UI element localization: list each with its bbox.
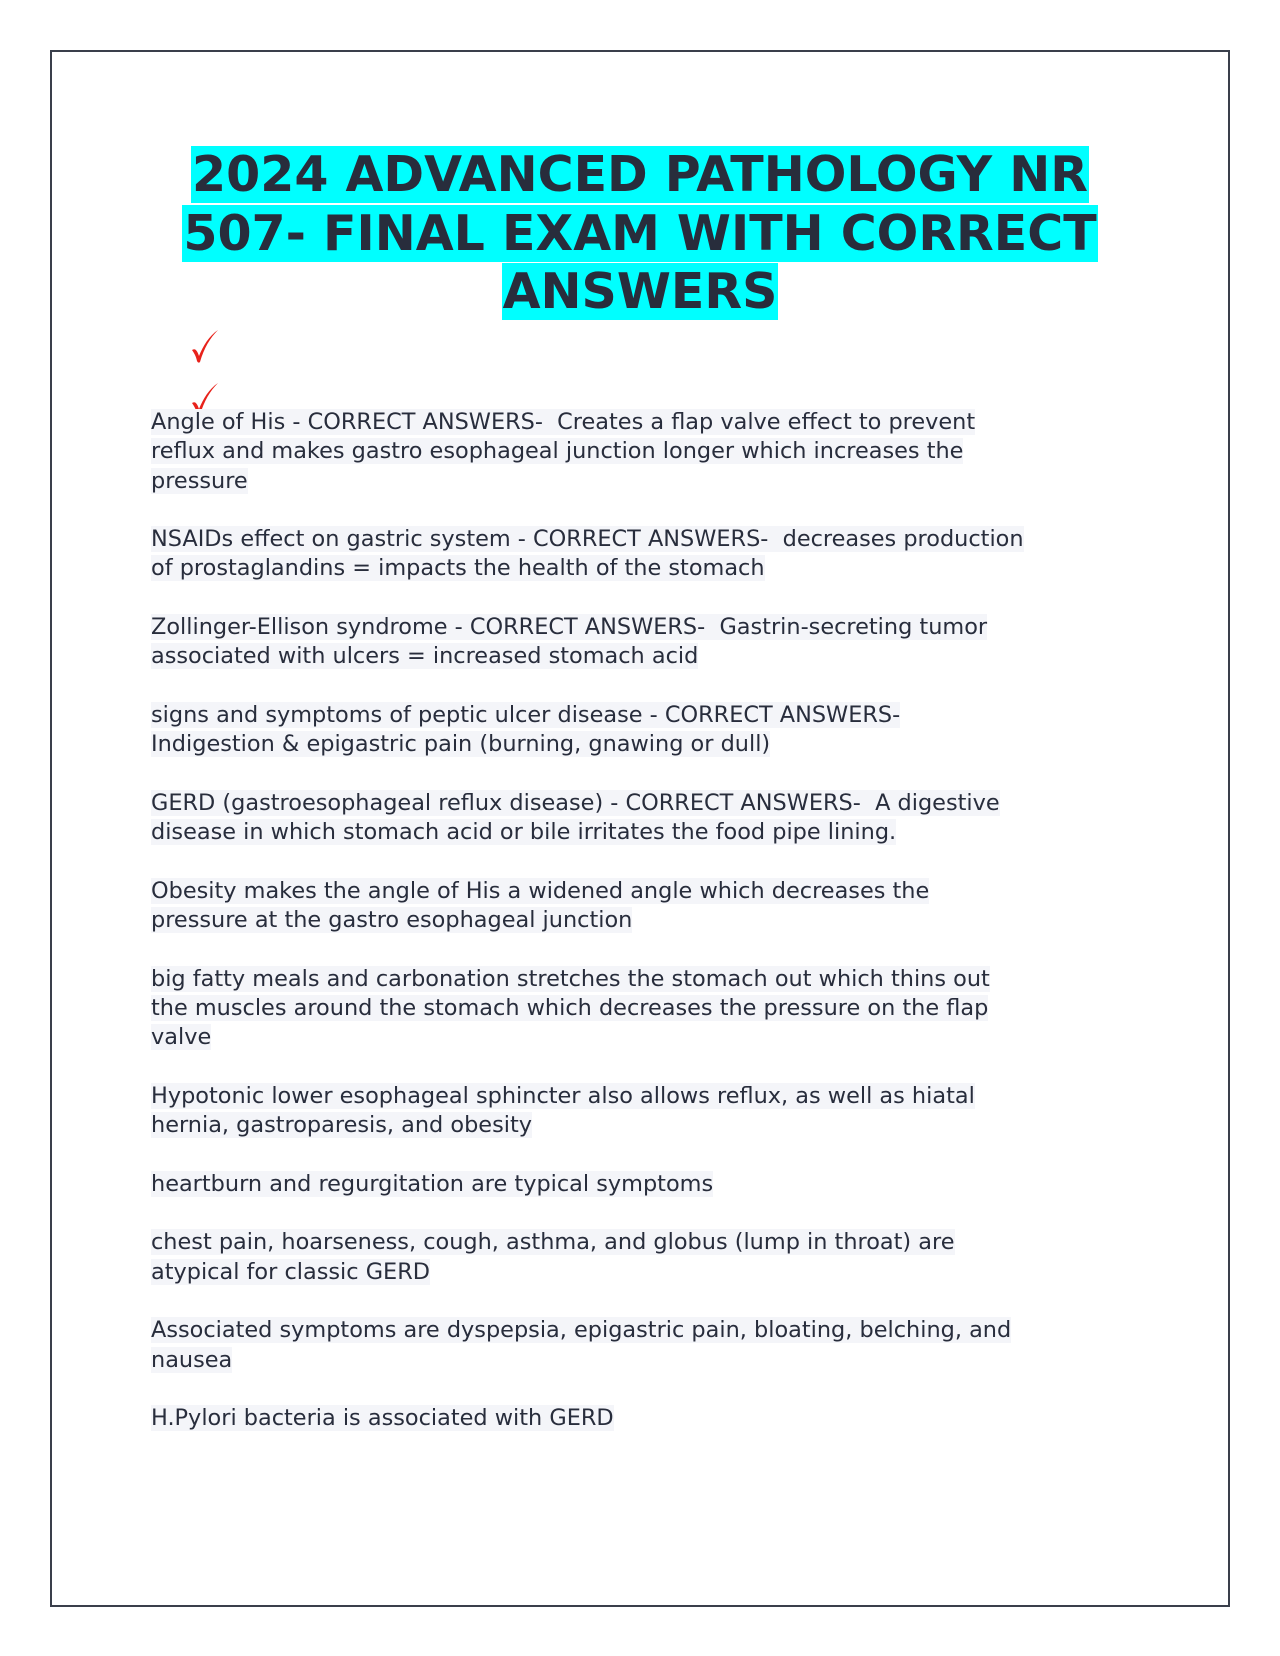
text-line-content: big fatty meals and carbonation stretches the stomach out which thins out bbox=[151, 965, 990, 992]
title-line-text: ANSWERS bbox=[502, 263, 778, 320]
paragraph-nsaids bbox=[151, 525, 1151, 584]
text-line bbox=[151, 1170, 1151, 1199]
check-icon bbox=[190, 328, 220, 364]
text-line bbox=[151, 613, 1151, 642]
paragraph-angle-of-his bbox=[151, 408, 1151, 496]
text-line-content: Indigestion & epigastric pain (burning, gnawing or dull) bbox=[151, 731, 771, 758]
document-body bbox=[151, 408, 1151, 1463]
text-line bbox=[151, 1111, 1151, 1140]
text-line-content: NSAIDs effect on gastric system - CORRECT ANSWERS- decreases production bbox=[151, 526, 1024, 553]
document-title bbox=[150, 146, 1130, 322]
text-line-content: Obesity makes the angle of His a widened angle which decreases the bbox=[151, 877, 930, 904]
text-line bbox=[151, 730, 1151, 759]
text-line-content: heartburn and regurgitation are typical symptoms bbox=[151, 1170, 714, 1197]
text-line-content: hernia, gastroparesis, and obesity bbox=[151, 1112, 532, 1139]
text-line bbox=[151, 1023, 1151, 1052]
title-line bbox=[150, 263, 1130, 322]
text-line bbox=[151, 642, 1151, 671]
paragraph-zollinger-ellison bbox=[151, 613, 1151, 672]
text-line-content: chest pain, hoarseness, cough, asthma, and globus (lump in throat) are bbox=[151, 1229, 955, 1256]
text-line-content: atypical for classic GERD bbox=[151, 1258, 430, 1285]
title-line bbox=[150, 205, 1130, 264]
text-line bbox=[151, 818, 1151, 847]
text-line bbox=[151, 789, 1151, 818]
text-line-content: Angle of His - CORRECT ANSWERS- Creates a flap valve effect to prevent bbox=[151, 409, 976, 435]
text-line bbox=[151, 408, 1151, 437]
text-line-content: Associated symptoms are dyspepsia, epigastric pain, bloating, belching, and bbox=[151, 1317, 1012, 1344]
paragraph-fatty-meals bbox=[151, 965, 1151, 1053]
text-line-content: nausea bbox=[151, 1346, 233, 1373]
text-line-content: Hypotonic lower esophageal sphincter also allows reflux, as well as hiatal bbox=[151, 1082, 975, 1109]
paragraph-typical-symptoms bbox=[151, 1170, 1151, 1199]
text-line-content: Zollinger-Ellison syndrome - CORRECT ANSWERS- Gastrin-secreting tumor bbox=[151, 614, 988, 641]
text-line bbox=[151, 1404, 1151, 1433]
paragraph-hypotonic-les bbox=[151, 1082, 1151, 1141]
title-line bbox=[150, 146, 1130, 205]
text-line-content: pressure bbox=[151, 467, 248, 494]
text-line bbox=[151, 994, 1151, 1023]
paragraph-obesity bbox=[151, 877, 1151, 936]
paragraph-h-pylori bbox=[151, 1404, 1151, 1433]
text-line bbox=[151, 554, 1151, 583]
text-line bbox=[151, 467, 1151, 496]
text-line bbox=[151, 437, 1151, 466]
text-line-content: disease in which stomach acid or bile irritates the food pipe lining. bbox=[151, 819, 897, 846]
text-line bbox=[151, 1346, 1151, 1375]
text-line-content: the muscles around the stomach which decreases the pressure on the flap bbox=[151, 994, 989, 1021]
text-line bbox=[151, 1082, 1151, 1111]
paragraph-atypical-symptoms bbox=[151, 1228, 1151, 1287]
text-line bbox=[151, 525, 1151, 554]
text-line-content: signs and symptoms of peptic ulcer disease - CORRECT ANSWERS- bbox=[151, 701, 901, 728]
text-line-content: H.Pylori bacteria is associated with GERD bbox=[151, 1405, 614, 1432]
text-line-content: valve bbox=[151, 1024, 212, 1051]
paragraph-associated-symptoms bbox=[151, 1316, 1151, 1375]
text-line-content: reflux and makes gastro esophageal junction longer which increases the bbox=[151, 438, 964, 465]
text-line-content: GERD (gastroesophageal reflux disease) - CORRECT ANSWERS- A digestive bbox=[151, 789, 1000, 816]
text-line bbox=[151, 1228, 1151, 1257]
paragraph-gerd-definition bbox=[151, 789, 1151, 848]
text-line-content: pressure at the gastro esophageal junction bbox=[151, 907, 633, 934]
text-line bbox=[151, 701, 1151, 730]
text-line-content: associated with ulcers = increased stomach acid bbox=[151, 643, 699, 670]
text-line-content: of prostaglandins = impacts the health of the stomach bbox=[151, 555, 765, 582]
text-line bbox=[151, 1258, 1151, 1287]
paragraph-peptic-ulcer bbox=[151, 701, 1151, 760]
text-line bbox=[151, 1316, 1151, 1345]
title-line-text: 2024 ADVANCED PATHOLOGY NR bbox=[192, 146, 1088, 203]
text-line bbox=[151, 906, 1151, 935]
title-line-text: 507- FINAL EXAM WITH CORRECT bbox=[183, 204, 1097, 262]
text-line bbox=[151, 877, 1151, 906]
text-line bbox=[151, 965, 1151, 994]
